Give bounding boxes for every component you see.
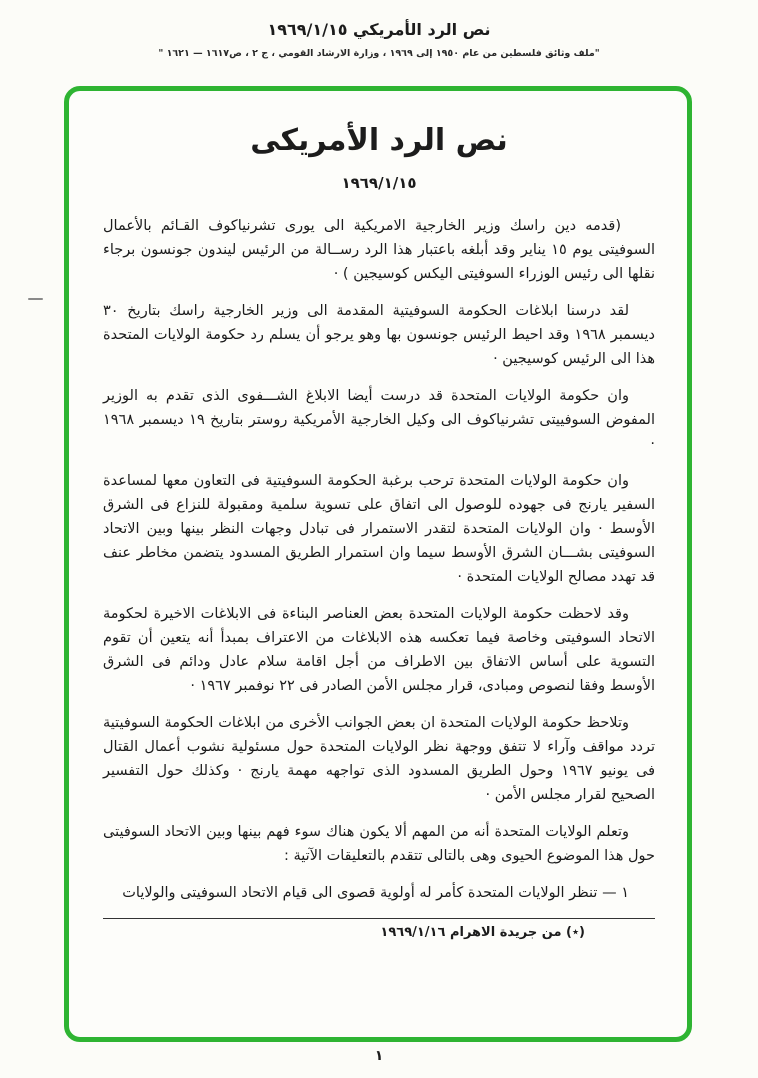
paragraph: وان حكومة الولايات المتحدة ترحب برغبة الحكومة السوفيتية فى التعاون معها لمساعدة السفير يارنج فى جهوده للوصول الى اتفاق على تسوية سلمية ومقبولة للنزاع فى الشرق الأوسط · وان الولايات المتحدة لتقدر الاستمرار فى تبادل وجهات النظر بينها وبين الاتحاد السوفيتى بشـــان الشرق الأوسط سيما وان استمرار الطريق المسدود يتضمن مخاطر عنف قد تهدد مصالح الولايات المتحدة · — [103, 473, 655, 585]
source-citation: "ملف وثائق فلسطين من عام ١٩٥٠ إلى ١٩٦٩ ، وزارة الارشاد القومي ، ج ٢ ، ص١٦١٧ — ١٦٢١ " — [158, 48, 600, 59]
paragraph: وان حكومة الولايات المتحدة قد درست أيضا الابلاغ الشـــفوى الذى تقدم به الوزير المفوض السوفييتى تشرنياكوف الى وكيل الخارجية الأمريكية روستر بتاريخ ١٩ ديسمبر ١٩٦٨ · — [103, 388, 656, 452]
page-number: ١ — [374, 1048, 384, 1064]
paragraph: لقد درسنا ابلاغات الحكومة السوفيتية المقدمة الى وزير الخارجية راسك بتاريخ ٣٠ ديسمبر ١٩٦٨ وقد احيط الرئيس جونسون بها وهو يرجو أن يسلم رد حكومة الولايات المتحدة هذا الى الرئيس كوسيجين · — [103, 303, 655, 367]
paragraph: وتعلم الولايات المتحدة أنه من المهم ألا يكون هناك سوء فهم بينها وبين الاتحاد السوفيتى حول هذا الموضوع الحيوى وهى بالتالى تتقدم بالتعليقات الآتية : — [103, 824, 655, 864]
paragraph: وتلاحظ حكومة الولايات المتحدة ان بعض الجوانب الأخرى من ابلاغات الحكومة السوفيتية تردد مواقف وآراء لا تتفق ووجهة نظر الولايات المتحدة حول مسئولية نشوب أعمال القتال فى يونيو ١٩٦٧ وحول الطريق المسدود الذى تواجهه مهمة يارنج · وكذلك حول التفسير الصحيح لقرار مجلس الأمن · — [103, 715, 655, 803]
document-date: ١٩٦٩/١/١٥ — [341, 174, 417, 192]
document-title: نص الرد الأمريكى — [250, 123, 508, 158]
footnote-area — [103, 918, 655, 940]
page-header — [0, 20, 758, 59]
page-header-title: نص الرد الأمريكي ١٩٦٩/١/١٥ — [267, 20, 491, 39]
document-body — [103, 214, 655, 905]
footnote-text: (٭) من جريدة الاهرام ١٩٦٩/١/١٦ — [380, 925, 585, 940]
footnote-divider — [103, 918, 655, 919]
paragraph: وقد لاحظت حكومة الولايات المتحدة بعض العناصر البناءة فى الابلاغات الاخيرة لحكومة الاتحاد السوفيتى وخاصة فيما تعكسه هذه الابلاغات من الاعتراف بمبدأ أنه يتعين أن تقوم التسوية على أساس الاتفاق بين الاطراف من أجل اقامة سلام عادل ودائم فى الشرق الأوسط وفقا لنصوص ومبادى، قرار مجلس الأمن الصادر فى ٢٢ نوفمبر ١٩٦٧ · — [103, 606, 655, 694]
paragraph: (قدمه دين راسك وزير الخارجية الامريكية الى يورى تشرنياكوف القـائم بالأعمال السوفيتى يوم ١٥ يناير وقد أبلغه باعتبار هذا الرد رســالة من الرئيس ليندون جونسون برجاء نقلها الى رئيس الوزراء السوفيتى اليكس كوسيجين ) · — [103, 218, 655, 282]
paragraph: ١ — تنظر الولايات المتحدة كأمر له أولوية قصوى الى قيام الاتحاد السوفيتى والولايات — [122, 885, 629, 901]
stray-pencil-mark — [28, 298, 43, 300]
document-frame — [64, 86, 692, 1042]
